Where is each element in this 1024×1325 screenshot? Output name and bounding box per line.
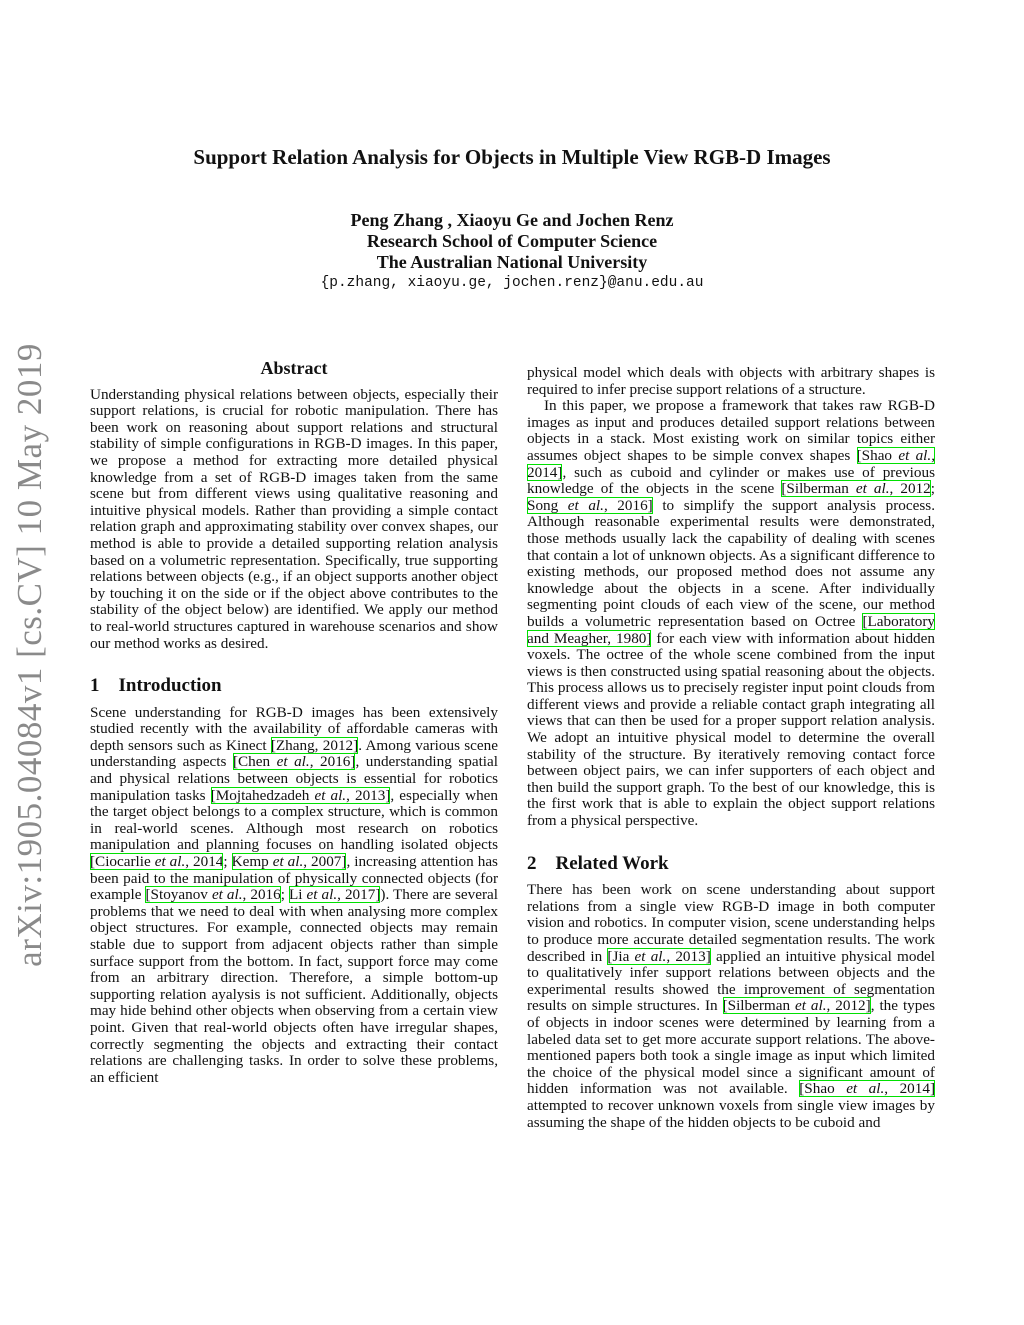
citation-link[interactable]: [Shao et al., 2014] — [799, 1080, 936, 1098]
right-column — [527, 365, 935, 1131]
abstract-text: Understanding physical relations between objects, especially their support relations, is crucial for robotic manipulation. There has been work on reasoning about support relations and structural stability of simple configurations in RGB-D images. In this paper, we propose a method for extracting more detailed physical knowledge from a set of RGB-D images taken from the same scene but from different views using qualitative reasoning and intuitive physical models. Rather than providing a simple contact relation graph and approximating stability over convex shapes, our method is able to provide a detailed supporting relation analysis based on a volumetric representation. Specifically, true supporting relations between objects (e.g., if an object supports another object by touching it on the side or if the object above contributes to the stability of the object below) are identified. We apply our method to real-world structures captured in warehouse scenarios and show our method works as desired. — [90, 385, 498, 652]
citation-link[interactable]: [Laboratory and Meagher, 1980] — [527, 612, 935, 647]
related-work-section — [527, 852, 936, 1132]
affiliation-school: Research School of Computer Science — [366, 231, 658, 251]
citation-link[interactable]: [Shao et al., 2014] — [527, 446, 935, 481]
citation-link[interactable]: [Silberman et al., 2012 — [781, 480, 931, 498]
citation-link[interactable]: [Silberman et al., 2012] — [722, 997, 871, 1015]
related-work-heading — [527, 852, 935, 874]
arxiv-id-text: arXiv:1905.04084v1 [cs.CV] 10 May 2019 — [10, 343, 49, 967]
author-emails: {p.zhang, xiaoyu.ge, jochen.renz}@anu.edu.au — [320, 275, 704, 291]
citation-link[interactable]: Kemp et al., 2007] — [231, 853, 347, 871]
citation-link[interactable]: Li et al., 2017] — [289, 886, 381, 904]
abstract-heading: Abstract — [260, 358, 328, 378]
citation-link[interactable]: [Stoyanov et al., 2016 — [145, 886, 281, 904]
citation-link[interactable]: Song et al., 2016] — [527, 496, 653, 514]
citation-link[interactable]: [Jia et al., 2013] — [607, 947, 711, 965]
citation-link[interactable]: [Mojtahedzadeh et al., 2013] — [210, 786, 391, 804]
section-title: Related Work — [555, 852, 669, 874]
citation-link[interactable]: [Zhang, 2012] — [270, 736, 359, 754]
intro-continuation-paragraph: physical model which deals with objects with arbitrary shapes is required to infer precise support relations of a structure. — [527, 364, 935, 398]
abstract-section — [90, 360, 498, 652]
section-number: 2 — [527, 852, 537, 874]
affiliation-university: The Australian National University — [376, 252, 648, 272]
related-work-paragraph: There has been work on scene understanding about support relations from a single view RGB-D image in both computer vision and robotics. In computer vision, scene understanding helps to produce more accurate detailed segmentation results. The work described in [Jia et al., 2013] applied an intuitive physical model to qualitatively infer support relations between objects and the experimental results showed the improvement of segmentation results on simple structures. In [Silberman et al., 2012], the types of objects in indoor scenes were determined by learning from a labeled data set to get more accurate support relations. The above-mentioned papers both took a single image as input which limited the choice of the physical model since a significant amount of hidden information was not available. [Shao et al., 2014] attempted to recover unknown voxels from single view images by assuming the shape of the hidden objects to be cuboid and — [527, 881, 936, 1131]
left-column — [90, 360, 498, 1086]
introduction-paragraph: Scene understanding for RGB-D images has been extensively studied recently with the availability of affordable cameras with depth sensors such as Kinect [Zhang, 2012]. Among various scene understanding aspects [Chen et al., 2016], understanding spatial and physical relations between objects is essential for robotics manipulation tasks [Mojtahedzadeh et al., 2013], especially when the target object belongs to a complex structure, which is common in real-world scenes. Although most research on robotics manipulation and planning focuses on handling isolated objects [Ciocarlie et al., 2014; Kemp et al., 2007], increasing attention has been paid to the manipulation of physically connected objects (for example [Stoyanov et al., 2016; Li et al., 2017]). There are several problems that we need to deal with when analysing more complex object structures. For example, connected objects may remain stable due to support from adjacent objects rather than simple surface support from the bottom. In fact, support force may come from an arbitrary direction. Therefore, a simple bottom-up supporting relation ayalysis is not sufficient. Additionally, objects may hide behind other objects when observing from a certain view point. Given that real-world objects often have irregular shapes, correctly segmenting the objects and extracting their contact relations are challenging tasks. In order to solve these problems, an efficient — [90, 703, 499, 1086]
citation-link[interactable]: [Ciocarlie et al., 2014 — [90, 853, 224, 871]
citation-link[interactable]: [Chen et al., 2016] — [232, 753, 356, 771]
framework-paragraph: In this paper, we propose a framework that takes raw RGB-D images as input and produces detailed support relations between objects in a stack. Most existing work on similar topics either assumes object shapes to be simple convex shapes [Shao et al., 2014], such as cuboid and cylinder or makes use of previous knowledge of the objects in the scene [Silberman et al., 2012; Song et al., 2016] to simplify the support analysis process. Although reasonable experimental results were demonstrated, those methods usually lack the capability of dealing with scenes that contain a lot of unknown objects. As a significant difference to existing methods, our proposed method does not assume any knowledge about the objects in a scene. After individually segmenting point clouds of each view of the scene, our method builds a volumetric representation based on Octree [Laboratory and Meagher, 1980] for each view with information about hidden voxels. The octree of the whole scene combined from the input views is then constructed using spatial reasoning about the objects. This process allows us to precisely register input point clouds from different views and provide a reliable contact graph integrating all views that can then be used for a proper support relation analysis. We adopt an intuitive physical model to determine the overall stability of the structure. By iteratively removing contact force between object pairs, we can infer supporters of each object and then build the support graph. To the best of our knowledge, this is the first work that is able to explain the object support relations from a physical perspective. — [527, 397, 936, 830]
introduction-section — [90, 675, 499, 1086]
introduction-heading — [90, 675, 498, 697]
author-names: Peng Zhang , Xiaoyu Ge and Jochen Renz — [350, 210, 674, 230]
section-title: Introduction — [118, 675, 222, 697]
author-block — [0, 210, 1024, 294]
paper-title: Support Relation Analysis for Objects in Multiple View RGB-D Images — [193, 145, 831, 169]
section-number: 1 — [90, 675, 100, 697]
arxiv-identifier-stamp — [0, 340, 60, 970]
